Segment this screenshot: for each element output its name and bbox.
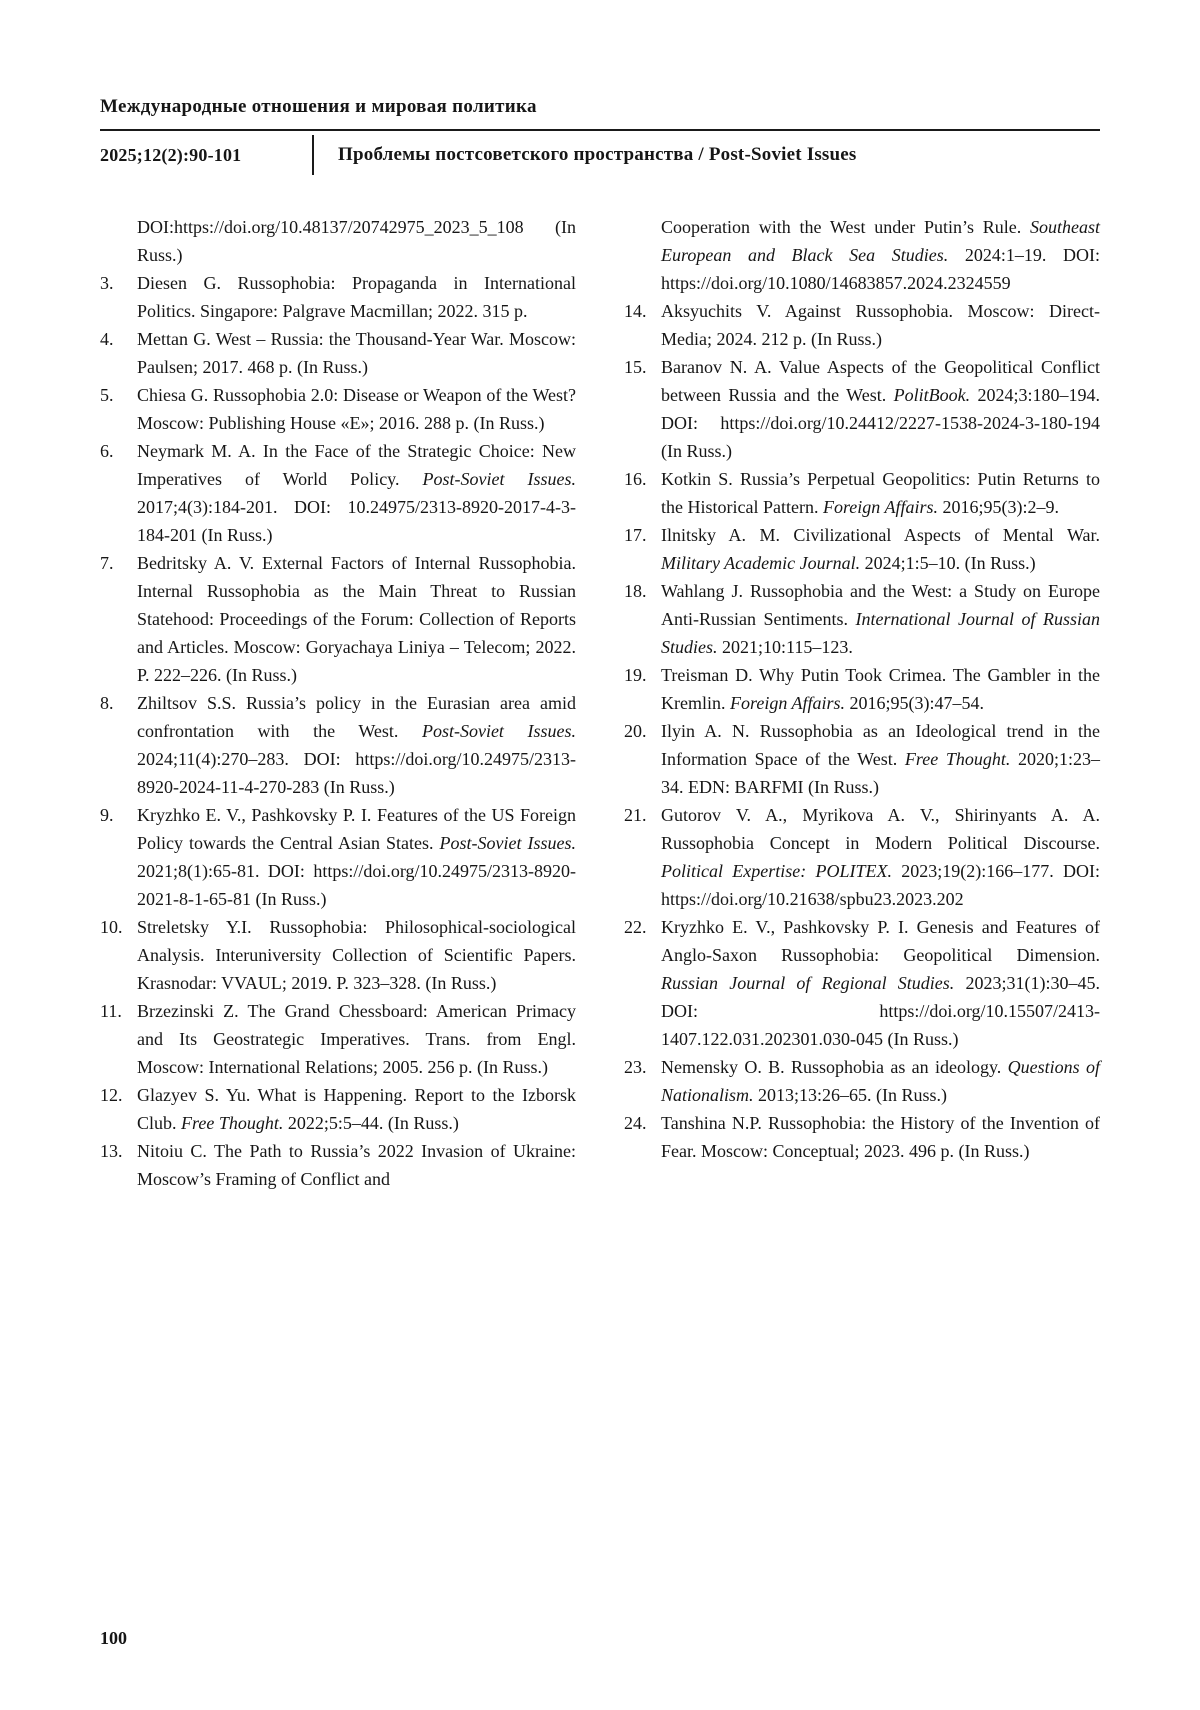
reference-text-segment: 2024:1–19. DOI: https://doi.org/10.1080/14683857.2024.2324559 xyxy=(661,245,1100,293)
reference-text-segment: Neymark M. A. In the Face of the Strategic Choice: New Imperatives of World Policy. xyxy=(137,441,576,489)
reference-number: 21. xyxy=(624,805,647,825)
reference-text-segment: 2023;31(1):30–45. DOI: https://doi.org/10.15507/2413-1407.122.031.202301.030-045 (In Russ.) xyxy=(661,973,1100,1049)
reference-item xyxy=(624,661,1100,717)
reference-number: 23. xyxy=(624,1057,647,1077)
reference-number: 10. xyxy=(100,917,123,937)
reference-text xyxy=(661,213,1100,297)
reference-item xyxy=(100,913,576,997)
reference-text xyxy=(661,1053,1100,1109)
reference-number: 4. xyxy=(100,329,114,349)
reference-text-segment: 2013;13:26–65. (In Russ.) xyxy=(753,1085,948,1105)
reference-text xyxy=(137,801,576,913)
reference-text-segment: Zhiltsov S.S. Russia’s policy in the Eurasian area amid confrontation with the West. xyxy=(137,693,576,741)
reference-number: 5. xyxy=(100,385,114,405)
reference-text-segment: Bedritsky A. V. External Factors of Internal Russophobia. Internal Russophobia as the Main Threat to Russian Statehood: Proceedings of the Forum: Collection of Reports and Articles. Moscow: Goryachaya Liniya – Telecom; 2022. P. 222–226. (In Russ.) xyxy=(137,553,576,685)
reference-text xyxy=(137,213,576,269)
reference-text-segment: 2021;10:115–123. xyxy=(717,637,853,657)
reference-text-segment: Streletsky Y.I. Russophobia: Philosophical-sociological Analysis. Interuniversity Collection of Scientific Papers. Krasnodar: VVAUL; 2019. P. 323–328. (In Russ.) xyxy=(137,917,576,993)
section-title: Проблемы постсоветского пространства / Post-Soviet Issues xyxy=(338,144,857,165)
reference-text-segment: Wahlang J. Russophobia and the West: a Study on Europe Anti-Russian Sentiments. xyxy=(661,581,1100,629)
reference-journal-name: Foreign Affairs. xyxy=(730,693,846,713)
reference-text-segment: Kryzhko E. V., Pashkovsky P. I. Genesis and Features of Anglo-Saxon Russophobia: Geopolitical Dimension. xyxy=(661,917,1100,965)
reference-item xyxy=(100,689,576,801)
reference-number: 12. xyxy=(100,1085,123,1105)
reference-item xyxy=(624,213,1100,297)
reference-item xyxy=(624,1109,1100,1165)
reference-text xyxy=(137,689,576,801)
reference-text xyxy=(661,661,1100,717)
reference-journal-name: PolitBook. xyxy=(893,385,971,405)
reference-text xyxy=(137,381,576,437)
reference-text-segment: Kotkin S. Russia’s Perpetual Geopolitics: Putin Returns to the Historical Pattern. xyxy=(661,469,1100,517)
reference-journal-name: Free Thought. xyxy=(181,1113,284,1133)
reference-number: 8. xyxy=(100,693,114,713)
reference-item xyxy=(624,521,1100,577)
reference-text xyxy=(137,997,576,1081)
reference-text-segment: Gutorov V. A., Myrikova A. V., Shirinyants A. A. Russophobia Concept in Modern Political Discourse. xyxy=(661,805,1100,853)
reference-text xyxy=(661,465,1100,521)
reference-text xyxy=(661,577,1100,661)
reference-item xyxy=(100,1081,576,1137)
references-column-right xyxy=(624,213,1100,1193)
reference-text xyxy=(661,297,1100,353)
reference-text-segment: 2016;95(3):47–54. xyxy=(845,693,985,713)
reference-text-segment: Treisman D. Why Putin Took Crimea. The Gambler in the Kremlin. xyxy=(661,665,1100,713)
reference-text-segment: 2024;1:5–10. (In Russ.) xyxy=(860,553,1036,573)
reference-item xyxy=(624,1053,1100,1109)
reference-text-segment: 2024;11(4):270–283. DOI: https://doi.org/10.24975/2313-8920-2024-11-4-270-283 (In Russ.) xyxy=(137,749,576,797)
reference-item xyxy=(100,381,576,437)
references-column-left xyxy=(100,213,576,1193)
reference-text-segment: Glazyev S. Yu. What is Happening. Report to the Izborsk Club. xyxy=(137,1085,576,1133)
reference-item xyxy=(100,213,576,269)
reference-text-segment: DOI:https://doi.org/10.48137/20742975_2023_5_108 (In Russ.) xyxy=(137,217,576,265)
reference-text-segment: Baranov N. A. Value Aspects of the Geopolitical Conflict between Russia and the West. xyxy=(661,357,1100,405)
reference-text xyxy=(661,353,1100,465)
issue-info: 2025;12(2):90-101 xyxy=(100,144,242,165)
reference-number: 24. xyxy=(624,1113,647,1133)
header-row xyxy=(100,131,1100,179)
reference-text-segment: 2022;5:5–44. (In Russ.) xyxy=(283,1113,459,1133)
reference-text-segment: Brzezinski Z. The Grand Chessboard: American Primacy and Its Geostrategic Imperatives. Trans. from Engl. Moscow: International Relations; 2005. 256 p. (In Russ.) xyxy=(137,1001,576,1077)
reference-text xyxy=(137,325,576,381)
journal-title: Международные отношения и мировая политика xyxy=(100,96,537,117)
reference-journal-name: Questions of Nationalism. xyxy=(661,1057,1100,1105)
reference-journal-name: Post-Soviet Issues. xyxy=(439,833,576,853)
reference-text-segment: Diesen G. Russophobia: Propaganda in International Politics. Singapore: Palgrave Macmillan; 2022. 315 p. xyxy=(137,273,576,321)
reference-item xyxy=(100,801,576,913)
reference-item xyxy=(100,437,576,549)
reference-number: 9. xyxy=(100,805,114,825)
reference-item xyxy=(624,913,1100,1053)
reference-text-segment: 2024;3:180–194. DOI: https://doi.org/10.24412/2227-1538-2024-3-180-194 (In Russ.) xyxy=(661,385,1100,461)
reference-number: 15. xyxy=(624,357,647,377)
reference-number: 19. xyxy=(624,665,647,685)
reference-text xyxy=(137,1137,576,1193)
reference-text-segment: Mettan G. West – Russia: the Thousand-Year War. Moscow: Paulsen; 2017. 468 p. (In Russ.) xyxy=(137,329,576,377)
reference-text-segment: 2020;1:23–34. EDN: BARFMI (In Russ.) xyxy=(661,749,1100,797)
reference-number: 18. xyxy=(624,581,647,601)
reference-text-segment: Cooperation with the West under Putin’s Rule. xyxy=(661,217,1030,237)
reference-journal-name: Foreign Affairs. xyxy=(822,497,938,517)
reference-text xyxy=(137,1081,576,1137)
reference-text xyxy=(137,269,576,325)
reference-number: 11. xyxy=(100,1001,122,1021)
reference-number: 16. xyxy=(624,469,647,489)
reference-item xyxy=(100,997,576,1081)
reference-journal-name: Free Thought. xyxy=(904,749,1011,769)
reference-journal-name: Russian Journal of Regional Studies. xyxy=(661,973,955,993)
reference-number: 3. xyxy=(100,273,114,293)
reference-text-segment: Aksyuchits V. Against Russophobia. Moscow: Direct-Media; 2024. 212 p. (In Russ.) xyxy=(661,301,1100,349)
reference-item xyxy=(100,1137,576,1193)
reference-item xyxy=(624,465,1100,521)
reference-number: 17. xyxy=(624,525,647,545)
reference-item xyxy=(100,325,576,381)
reference-journal-name: Post-Soviet Issues. xyxy=(421,721,576,741)
reference-text-segment: 2021;8(1):65-81. DOI: https://doi.org/10.24975/2313-8920-2021-8-1-65-81 (In Russ.) xyxy=(137,861,576,909)
reference-item xyxy=(624,717,1100,801)
reference-journal-name: Military Academic Journal. xyxy=(661,553,861,573)
reference-text xyxy=(137,913,576,997)
page-header xyxy=(100,96,1100,179)
reference-text-segment: Ilyin A. N. Russophobia as an Ideological trend in the Information Space of the West. xyxy=(661,721,1100,769)
reference-text-segment: Nemensky O. B. Russophobia as an ideology. xyxy=(661,1057,1008,1077)
page-number: 100 xyxy=(100,1628,127,1648)
header-divider xyxy=(312,135,314,175)
reference-text-segment: 2017;4(3):184-201. DOI: 10.24975/2313-8920-2017-4-3-184-201 (In Russ.) xyxy=(137,497,576,545)
reference-item xyxy=(624,801,1100,913)
reference-item xyxy=(624,353,1100,465)
reference-number: 14. xyxy=(624,301,647,321)
reference-item xyxy=(624,297,1100,353)
reference-text xyxy=(661,801,1100,913)
reference-item xyxy=(624,577,1100,661)
reference-text xyxy=(137,437,576,549)
reference-number: 20. xyxy=(624,721,647,741)
reference-text-segment: Chiesa G. Russophobia 2.0: Disease or Weapon of the West? Moscow: Publishing House «Е»; 2016. 288 p. (In Russ.) xyxy=(137,385,576,433)
reference-text-segment: Ilnitsky A. M. Civilizational Aspects of Mental War. xyxy=(661,525,1100,545)
reference-number: 13. xyxy=(100,1141,123,1161)
reference-item xyxy=(100,269,576,325)
reference-number: 6. xyxy=(100,441,114,461)
reference-text-segment: Kryzhko E. V., Pashkovsky P. I. Features of the US Foreign Policy towards the Central Asian States. xyxy=(137,805,576,853)
reference-text xyxy=(661,717,1100,801)
reference-number: 7. xyxy=(100,553,114,573)
reference-journal-name: Post-Soviet Issues. xyxy=(422,469,576,489)
reference-text xyxy=(661,521,1100,577)
references-section xyxy=(100,213,1100,1193)
reference-journal-name: Political Expertise: POLITEX. xyxy=(661,861,892,881)
reference-text-segment: 2023;19(2):166–177. DOI: https://doi.org/10.21638/spbu23.2023.202 xyxy=(661,861,1100,909)
reference-text-segment: 2016;95(3):2–9. xyxy=(937,497,1059,517)
reference-text-segment: Tanshina N.P. Russophobia: the History of the Invention of Fear. Moscow: Conceptual; 2023. 496 p. (In Russ.) xyxy=(661,1113,1100,1161)
reference-journal-name: International Journal of Russian Studies. xyxy=(661,609,1100,657)
reference-number: 22. xyxy=(624,917,647,937)
reference-text xyxy=(661,1109,1100,1165)
reference-text xyxy=(137,549,576,689)
reference-journal-name: Southeast European and Black Sea Studies. xyxy=(661,217,1100,265)
reference-item xyxy=(100,549,576,689)
reference-text xyxy=(661,913,1100,1053)
reference-text-segment: Nitoiu C. The Path to Russia’s 2022 Invasion of Ukraine: Moscow’s Framing of Conflict and xyxy=(137,1141,576,1189)
